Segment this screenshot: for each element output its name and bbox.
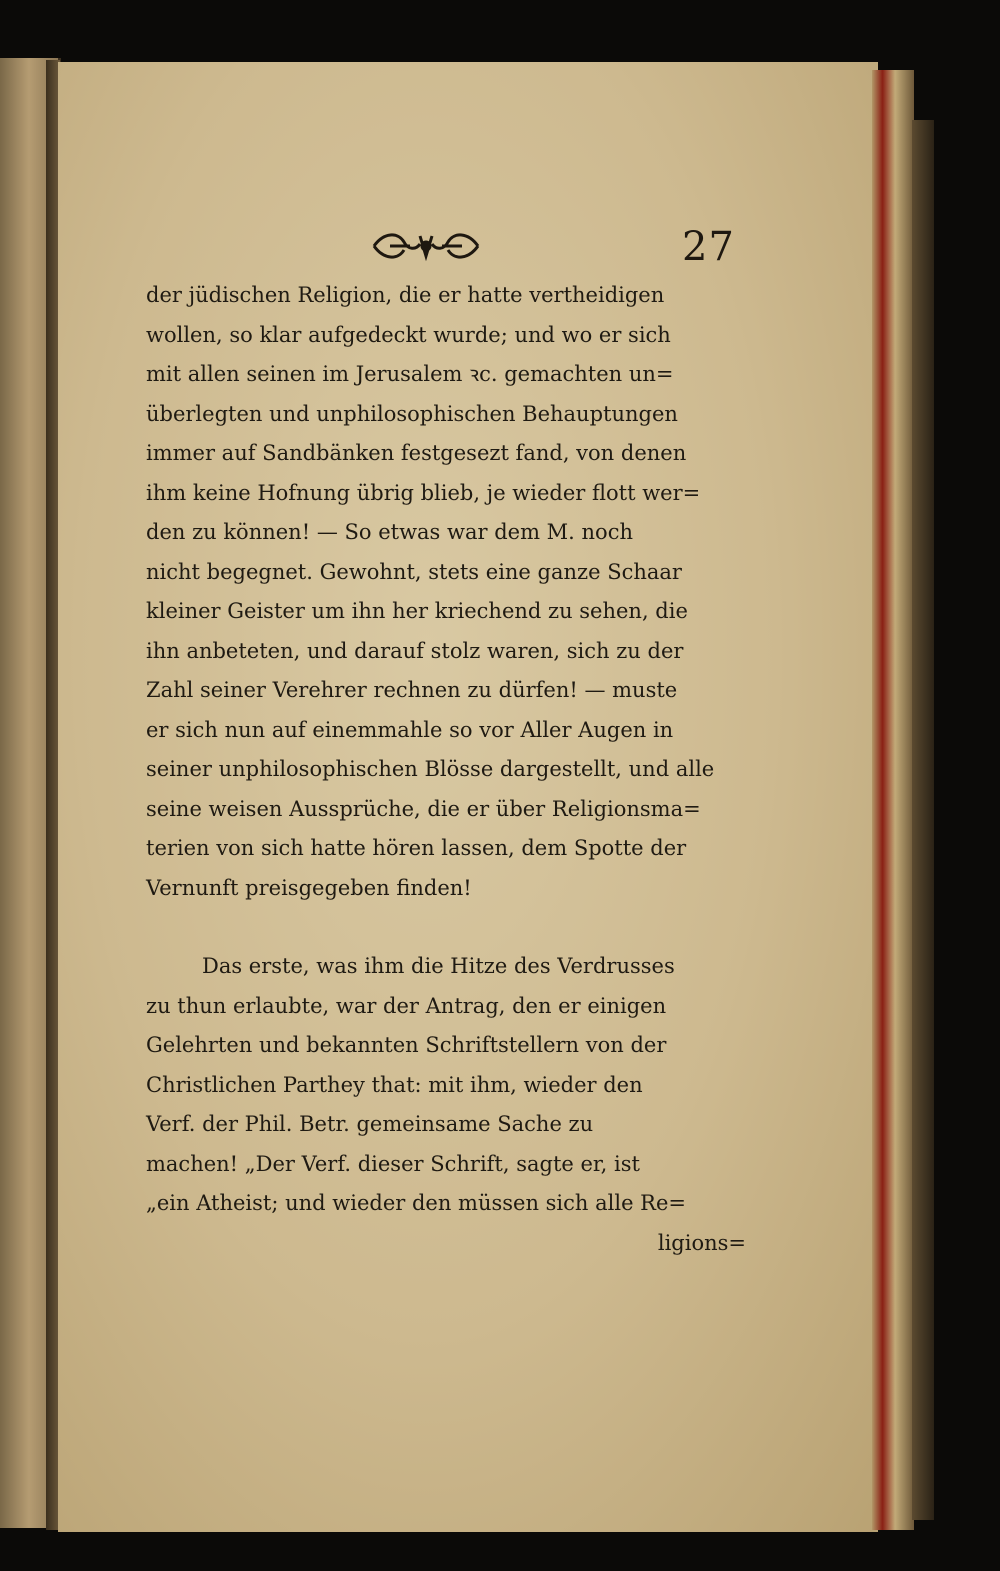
text-line: er sich nun auf einemmahle so vor Aller Augen in [146,717,674,742]
text-line: Christlichen Parthey that: mit ihm, wieder den [146,1072,643,1097]
text-line: zu thun erlaubte, war der Antrag, den er einigen [146,993,667,1018]
page-stack-edge [872,70,914,1530]
text-line: Vernunft preisgegeben finden! [146,875,472,900]
book-cover-edge [912,120,934,1520]
text-line: den zu können! — So etwas war dem M. noch [146,520,633,544]
text-line: Gelehrten und bekannten Schriftstellern von der [146,1033,667,1057]
text-line: seiner unphilosophischen Blösse dargestellt, und alle [146,757,715,781]
text-line: wollen, so klar aufgedeckt wurde; und wo er sich [146,322,671,347]
text-line: Das erste, was ihm die Hitze des Verdrusses [202,954,675,978]
text-line: machen! „Der Verf. dieser Schrift, sagte er, ist [146,1151,640,1176]
text-line: kleiner Geister um ihn her kriechend zu sehen, die [146,599,688,623]
paragraph-2 [146,947,746,1263]
page-number: 27 [682,224,735,270]
text-line: ihn anbeteten, und darauf stolz waren, sich zu der [146,638,684,663]
text-line: terien von sich hatte hören lassen, dem Spotte der [146,836,687,860]
text-line: immer auf Sandbänken festgesezt fand, von denen [146,441,687,465]
body-text [146,276,746,1263]
text-line: nicht begegnet. Gewohnt, stets eine ganze Schaar [146,559,682,584]
text-line: „ein Atheist; und wieder den müssen sich alle Re= [146,1191,687,1215]
text-line: Zahl seiner Verehrer rechnen zu dürfen! — muste [146,678,678,702]
text-line: ihm keine Hofnung übrig blieb, je wieder flott wer= [146,480,701,505]
printer-fleuron-icon [370,228,482,264]
text-line: mit allen seinen im Jerusalem ꝛc. gemachten un= [146,362,674,386]
text-line: überlegten und unphilosophischen Behauptungen [146,401,678,426]
text-line: Verf. der Phil. Betr. gemeinsame Sache zu [146,1112,594,1136]
text-line: der jüdischen Religion, die er hatte vertheidigen [146,283,665,307]
catchword: ligions= [657,1230,746,1255]
paragraph-1 [146,276,746,908]
text-line: seine weisen Aussprüche, die er über Religionsma= [146,796,701,821]
